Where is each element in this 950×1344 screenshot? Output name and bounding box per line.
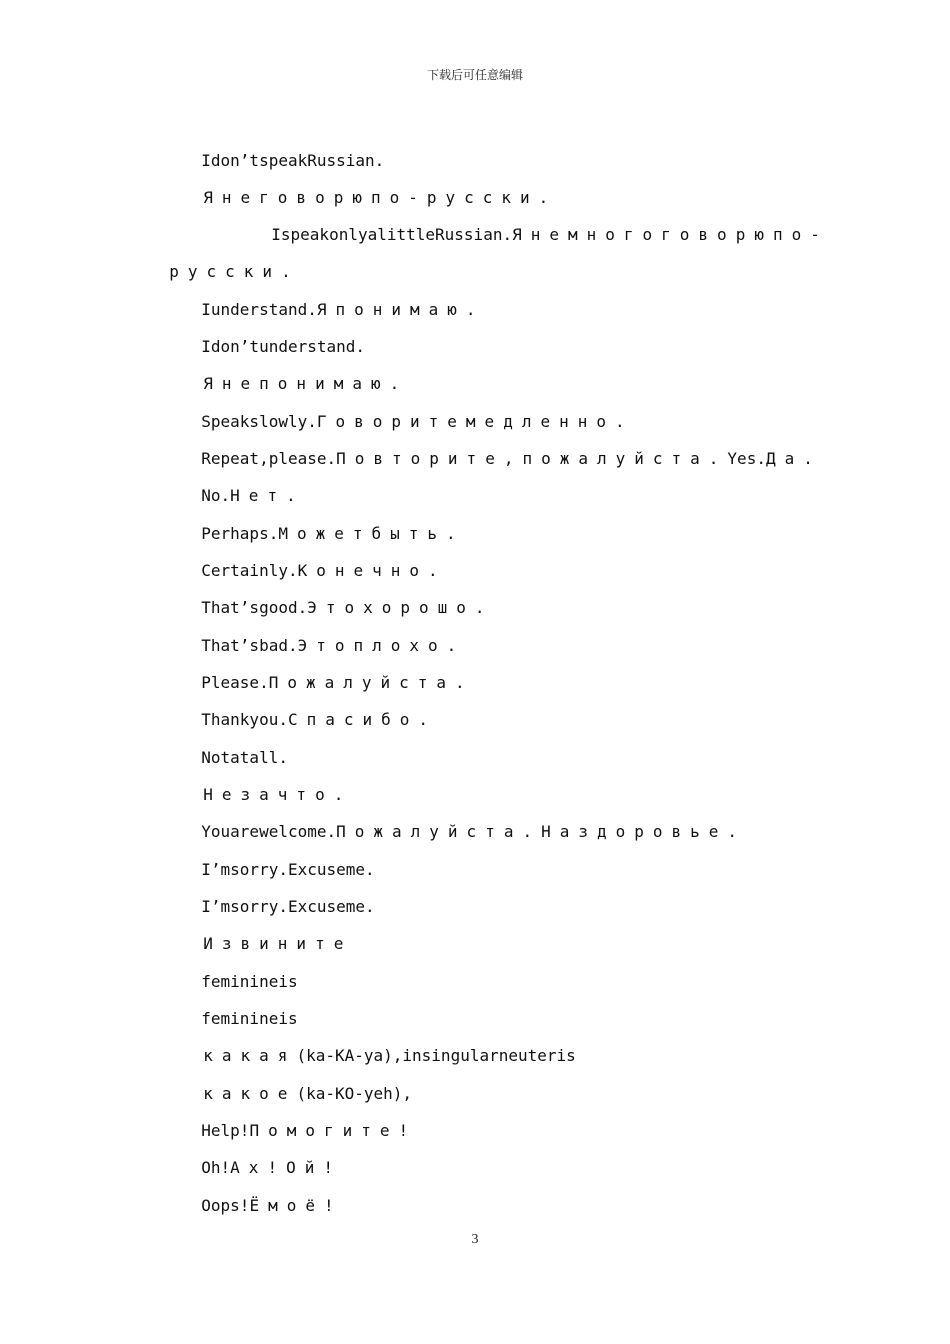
english-text: Help! [201,1121,250,1140]
phrase-line [252,202,829,246]
english-text: Please. [201,673,269,692]
russian-text: русски. [169,262,300,281]
english-text: Perhaps. [201,524,279,543]
russian-text: Извините [203,934,353,953]
english-text: That’sgood. [201,598,308,617]
russian-text: какое [203,1084,297,1103]
russian-text: Да. [765,449,822,468]
english-text: I’msorry.Excuseme. [201,897,375,916]
english-text: Yes. [727,449,766,468]
russian-text: Янеговорюпо-русски. [203,188,558,207]
russian-text: какая [203,1046,297,1065]
english-text: Idon’tunderstand. [201,337,366,356]
english-text: No. [201,486,231,505]
english-text: feminineis [201,1009,298,1028]
russian-text: Янемногоговорюпо- [512,225,829,244]
russian-text: Повторите,пожалуйста. [336,449,728,468]
russian-text: Янепонимаю. [203,374,409,393]
english-text: (ka-KA-ya),insingularneuteris [296,1046,576,1065]
russian-text: Конечно. [297,561,447,580]
russian-text: Этохорошо. [307,598,494,617]
english-text: Notatall. [201,748,288,767]
russian-text: Пожалуйста.Наздоровье. [336,822,747,841]
english-text: feminineis [201,972,298,991]
russian-text: Японимаю. [316,300,485,319]
russian-text: Говоритемедленно. [316,412,634,431]
page-number: 3 [471,1232,479,1247]
english-text: Thankyou. [201,710,288,729]
russian-text: Нет. [230,486,305,505]
russian-text: Ах!Ой! [230,1158,342,1177]
russian-text: Можетбыть. [278,524,465,543]
russian-text: Этоплохо. [297,636,466,655]
english-text: That’sbad. [201,636,298,655]
english-text: Speakslowly. [201,412,317,431]
english-text: IspeakonlyalittleRussian. [271,225,513,244]
russian-text: Незачто. [203,785,353,804]
english-text: Oh! [201,1158,231,1177]
russian-text: Спасибо. [287,710,438,729]
english-text: Youarewelcome. [201,822,337,841]
russian-text: Пожалуйста. [268,673,474,692]
phrase-line [182,1173,343,1217]
english-text: Certainly. [201,561,298,580]
english-text: Iunderstand. [201,300,317,319]
english-text: Repeat,please. [201,449,337,468]
english-text: (ka-KO-yeh), [296,1084,413,1103]
english-text: Oops! [201,1196,250,1215]
russian-text: Ёмоё! [249,1196,343,1215]
page-header: 下载后可任意编辑 [426,68,523,82]
russian-text: Помогите! [249,1121,418,1140]
english-text: Idon’tspeakRussian. [201,151,385,170]
english-text: I’msorry.Excuseme. [201,860,375,879]
